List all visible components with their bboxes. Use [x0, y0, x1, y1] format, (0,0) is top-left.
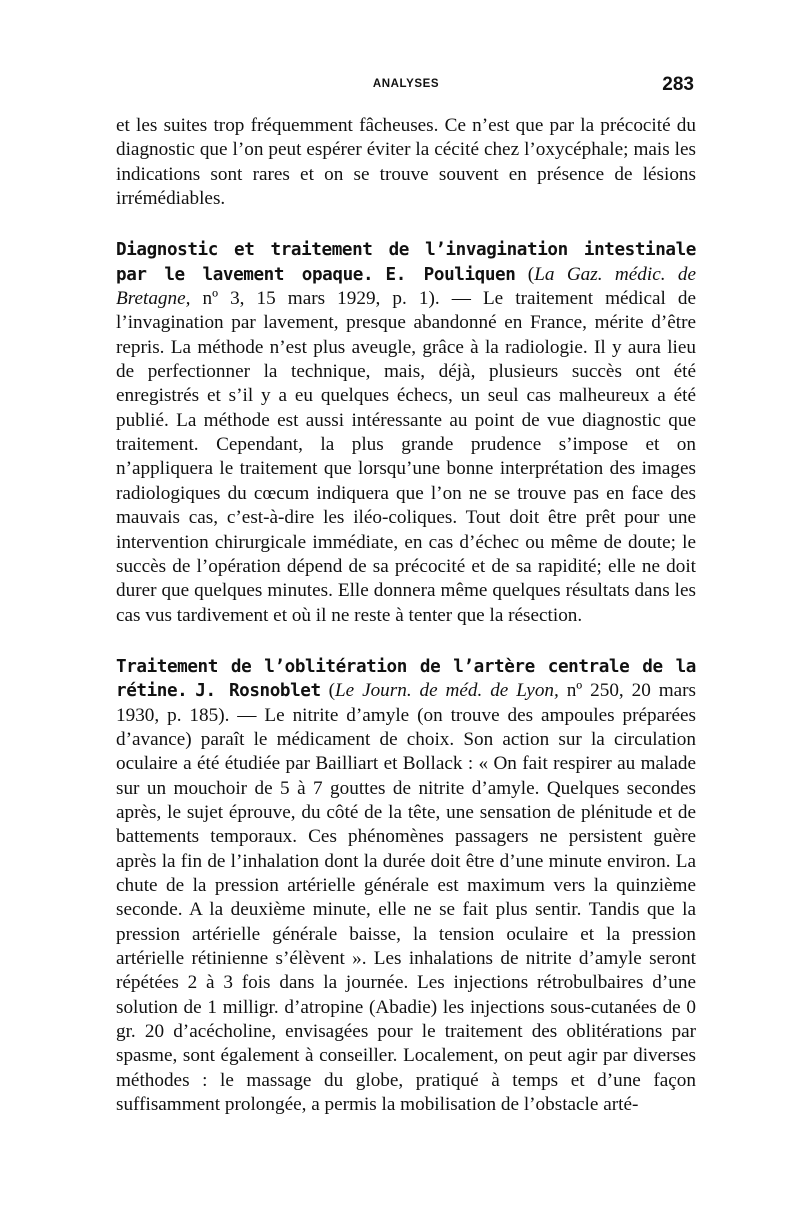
article-body: Le nitrite d’amyle (on trouve des ampoules préparées d’avance) paraît le médicament de choix. Son action sur la circulation oculaire a été étudiée par Bailliart et Bollack : « On fait respirer au malade sur un mouchoir de 5 à 7 gouttes de nitrite d’amyle. Quelques secondes après, le sujet éprouve, du côté de la tête, une sensation de plénitude et de battements temporaux. Ces phénomènes passagers ne persistent guère après la fin de l’inhalation dont la durée doit être d’une minute environ. La chute de la pression artérielle générale est maximum vers la quinzième seconde. A la deuxième minute, elle ne se fait plus sentir. Tandis que la pression artérielle générale baisse, la tension oculaire et la pression artérielle rétinienne s’élèvent ». Les inhalations de nitrite d’amyle seront répétées 2 à 3 fois dans la journée. Les injections rétrobulbaires d’une solution de 1 milligr. d’atropine (Abadie) les injections sous-cutanées de 0 gr. 20 d’acécholine, envisagées pour le traitement des oblitérations par spasme, sont également à conseiller. Localement, on peut agir par diverses méthodes : le massage du globe, pratiqué à temps et d’une façon suffisamment prolongée, a permis la mobilisation de l’obstacle arté- — [116, 704, 696, 1116]
article-body: Le traitement médical de l’invagination par lavement, presque abandonné en France, mérite d’être repris. La méthode n’est plus aveugle, grâce à la radiologie. Il y aura lieu de perfectionner la technique, mais, déjà, plusieurs succès ont été enregistrés et s’il y a eu quelques échecs, un seul cas malheureux a été publié. La méthode est aussi intéressante au point de vue diagnostic que traitement. Cependant, la plus grande prudence s’impose et on n’appliquera le traitement que lorsqu’une bonne interprétation des images radiologiques du cœcum indiquera que l’on ne se trouve pas en face des mauvais cas, c’est-à-dire les iléo-coliques. Tout doit être prêt pour une intervention chirurgicale immédiate, en cas d’échec ou même de doute; le succès de l’opération dépend de sa précocité et de sa rapidité; elle ne doit durer que quelques minutes. Elle donnera même quelques résultats dans les cas vus tardivement et où il ne reste à tenter que la résection. — [116, 288, 697, 626]
article-author: E. Pouliquen — [385, 264, 516, 285]
reference-details: nº 3, 15 mars 1929, p. 1). — — [190, 288, 483, 310]
article-retine — [116, 655, 696, 1118]
reference-details: nº 250, 20 mars 1930, p. 185). — — [116, 680, 697, 726]
journal-name: La Gaz. médic. de Bretagne, — [116, 263, 697, 310]
reference-open: ( — [515, 263, 535, 285]
continued-paragraph: et les suites trop fréquemment fâcheuses. Ce n’est que par la précocité du diagnostic que l’on peut espérer éviter la cécité chez l’oxycéphale; mais les indications sont rares et on se trouve souvent en présence de lésions irrémédiables. — [116, 115, 696, 210]
page-number: 283 — [662, 74, 694, 95]
running-title: ANALYSES — [372, 78, 440, 90]
running-header — [116, 74, 696, 104]
article-title: Traitement de l’oblitération de l’artère centrale de la rétine. — [116, 656, 696, 702]
article-author: J. Rosnoblet — [195, 681, 321, 702]
article-invagination — [116, 238, 696, 628]
article-title: Diagnostic et traitement de l’invagination intestinale par le lavement opaque. — [116, 240, 696, 285]
journal-page — [116, 74, 696, 1144]
reference-open: ( — [320, 680, 335, 702]
page-body — [116, 114, 696, 1117]
journal-name: Le Journ. de méd. de Lyon, — [334, 680, 559, 702]
